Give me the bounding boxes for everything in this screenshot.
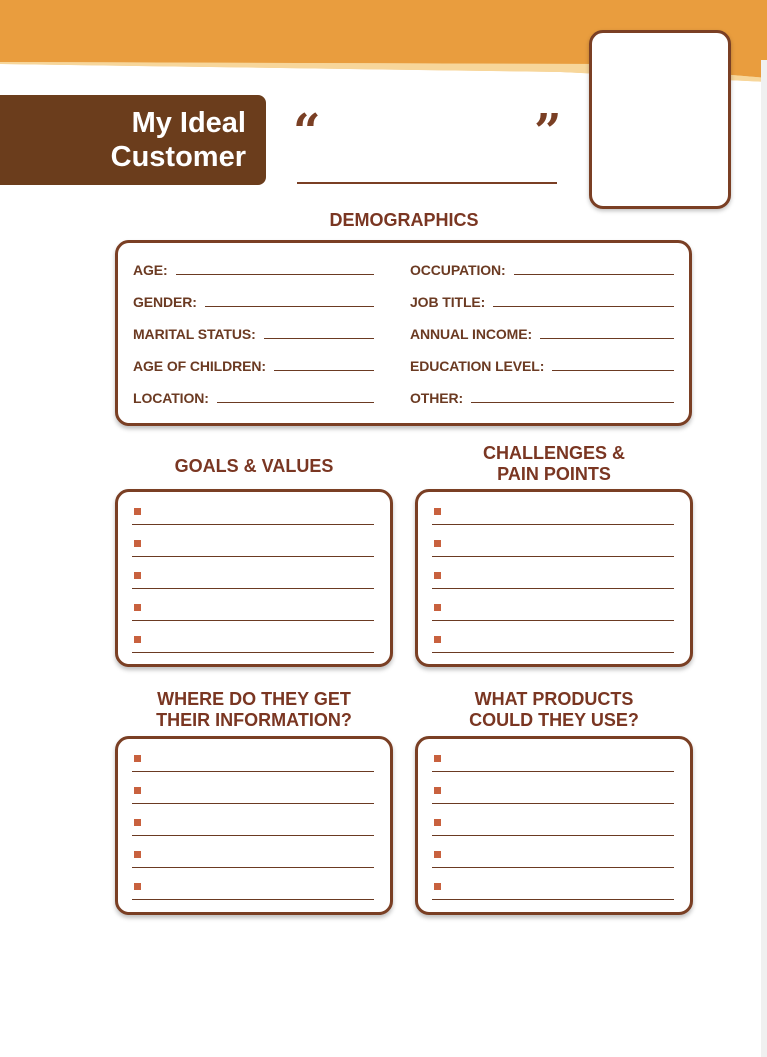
products-title [415,689,693,731]
list-item[interactable] [132,880,374,900]
list-item-line[interactable] [132,524,374,525]
list-item-line[interactable] [132,652,374,653]
field-label: LOCATION: [133,390,209,406]
list-item[interactable] [132,784,374,804]
list-item-line[interactable] [432,588,674,589]
list-item[interactable] [132,505,374,525]
list-item-line[interactable] [432,899,674,900]
list-item[interactable] [132,633,374,653]
field-input-line[interactable] [264,338,374,339]
list-item[interactable] [432,752,674,772]
demographics-field [133,260,374,278]
list-item-line[interactable] [132,835,374,836]
list-item-line[interactable] [132,556,374,557]
bullet-square-icon [434,755,441,762]
list-item-line[interactable] [432,556,674,557]
list-item-line[interactable] [432,835,674,836]
bullet-square-icon [134,572,141,579]
photo-box[interactable] [589,30,731,209]
goals-title: GOALS & VALUES [174,456,334,476]
list-item-line[interactable] [132,588,374,589]
list-item[interactable] [132,569,374,589]
field-label: OCCUPATION: [410,262,506,278]
title-line-1: My Ideal [131,107,246,139]
bullet-square-icon [434,883,441,890]
list-item[interactable] [432,505,674,525]
list-item-line[interactable] [432,771,674,772]
list-item-line[interactable] [132,771,374,772]
field-input-line[interactable] [274,370,374,371]
demographics-field [410,388,674,406]
bullet-square-icon [134,883,141,890]
field-input-line[interactable] [540,338,674,339]
information-title-line-2: THEIR INFORMATION? [156,710,352,730]
field-label: MARITAL STATUS: [133,326,256,342]
products-title-line-1: WHAT PRODUCTS [474,689,634,709]
open-quote-icon: “ [293,104,321,160]
field-label: AGE: [133,262,168,278]
list-item-line[interactable] [132,803,374,804]
field-label: EDUCATION LEVEL: [410,358,545,374]
list-item[interactable] [432,784,674,804]
demographics-field [133,356,374,374]
list-item[interactable] [432,633,674,653]
field-label: AGE OF CHILDREN: [133,358,266,374]
challenges-title-line-2: PAIN POINTS [497,464,611,484]
list-item[interactable] [132,816,374,836]
list-item-line[interactable] [132,899,374,900]
demographics-title: DEMOGRAPHICS [329,210,479,230]
close-quote-icon: ” [534,104,562,160]
field-label: JOB TITLE: [410,294,486,310]
list-item[interactable] [132,752,374,772]
bullet-square-icon [134,508,141,515]
demographics-field [133,388,374,406]
bullet-square-icon [434,636,441,643]
challenges-card [415,489,693,667]
list-item-line[interactable] [432,524,674,525]
demographics-field [133,324,374,342]
bullet-square-icon [434,508,441,515]
bullet-square-icon [134,636,141,643]
field-input-line[interactable] [514,274,674,275]
page-title [0,95,266,185]
bullet-square-icon [134,819,141,826]
list-item[interactable] [432,848,674,868]
bullet-square-icon [434,572,441,579]
field-label: ANNUAL INCOME: [410,326,533,342]
bullet-square-icon [434,819,441,826]
list-item[interactable] [432,816,674,836]
bullet-square-icon [134,851,141,858]
field-input-line[interactable] [205,306,374,307]
demographics-field [133,292,374,310]
demographics-field [410,356,674,374]
bullet-square-icon [134,755,141,762]
bullet-square-icon [134,604,141,611]
list-item-line[interactable] [432,652,674,653]
list-item-line[interactable] [432,867,674,868]
bullet-square-icon [434,540,441,547]
list-item[interactable] [132,537,374,557]
list-item-line[interactable] [132,867,374,868]
list-item-line[interactable] [432,803,674,804]
bullet-square-icon [434,787,441,794]
bullet-square-icon [134,540,141,547]
goals-card [115,489,393,667]
products-card [415,736,693,915]
page-edge [761,60,767,1057]
field-input-line[interactable] [552,370,674,371]
demographics-field [410,324,674,342]
field-input-line[interactable] [217,402,374,403]
products-title-line-2: COULD THEY USE? [469,710,639,730]
title-line-2: Customer [110,141,246,173]
information-card [115,736,393,915]
challenges-title-line-1: CHALLENGES & [482,443,625,463]
information-title-line-1: WHERE DO THEY GET [157,689,351,709]
list-item[interactable] [132,848,374,868]
field-input-line[interactable] [493,306,674,307]
list-item[interactable] [132,601,374,621]
quote-input-line[interactable] [297,182,557,184]
challenges-title [415,443,693,485]
field-input-line[interactable] [176,274,374,275]
field-label: GENDER: [133,294,197,310]
bullet-square-icon [434,851,441,858]
list-item-line[interactable] [432,620,674,621]
field-label: OTHER: [410,390,464,406]
demographics-card [115,240,692,426]
information-title [115,689,393,731]
bullet-square-icon [434,604,441,611]
demographics-field [410,260,674,278]
demographics-field [410,292,674,310]
list-item[interactable] [432,880,674,900]
list-item[interactable] [432,601,674,621]
list-item[interactable] [432,537,674,557]
field-input-line[interactable] [471,402,674,403]
bullet-square-icon [134,787,141,794]
list-item-line[interactable] [132,620,374,621]
list-item[interactable] [432,569,674,589]
